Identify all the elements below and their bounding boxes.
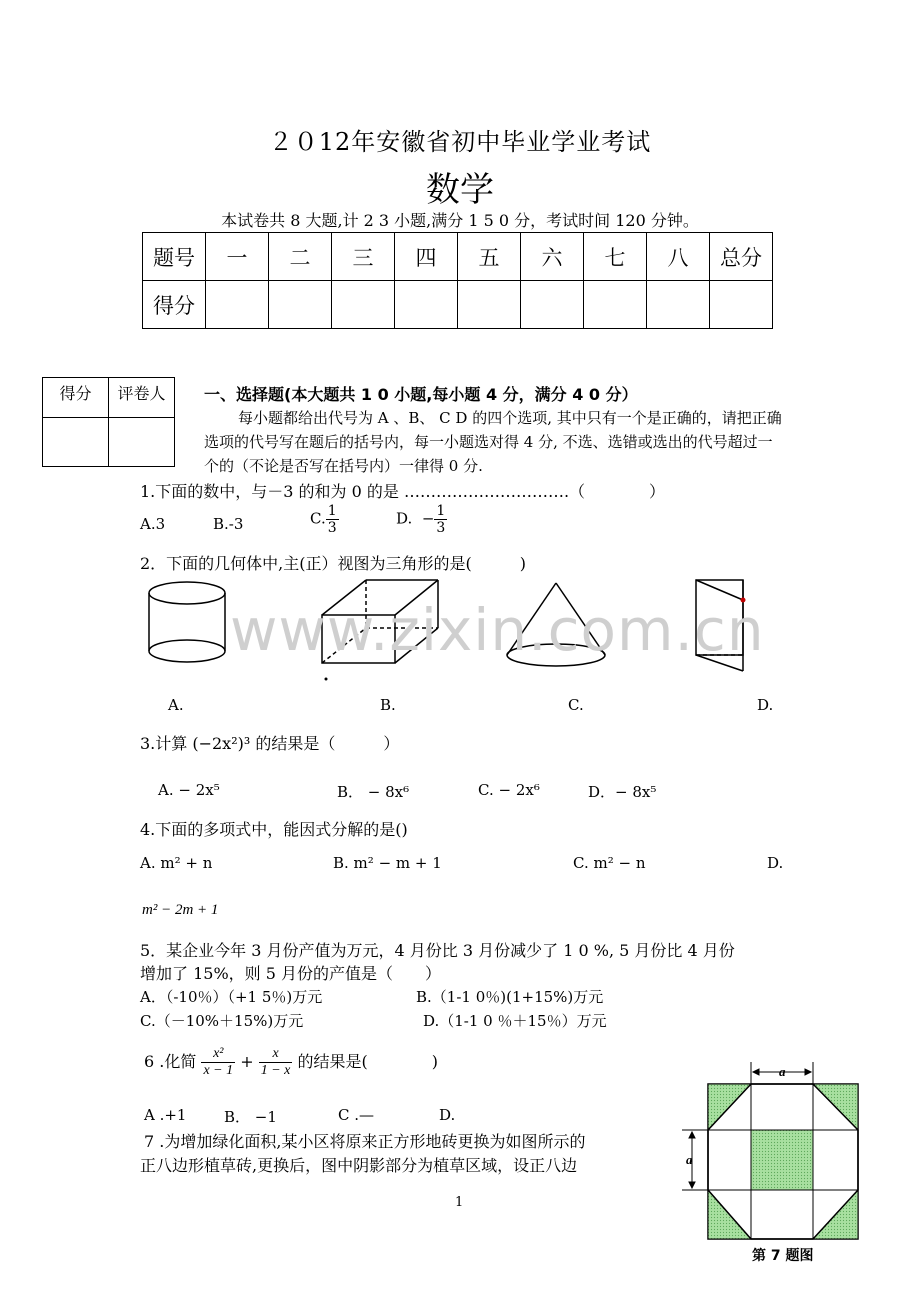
q3-option-c: C. − 2x⁶ [478, 781, 540, 799]
score-cell: 总分 [710, 233, 773, 281]
question-4-stem: 4.下面的多项式中，能因式分解的是() [140, 820, 408, 839]
score-input-cell[interactable] [710, 281, 773, 329]
score-table-header-row [143, 233, 773, 281]
q6-option-c: C .— [338, 1106, 375, 1124]
score-input-cell[interactable] [206, 281, 269, 329]
score-input-cell[interactable] [521, 281, 584, 329]
score-input-cell[interactable] [584, 281, 647, 329]
fraction-numerator: 1 [327, 503, 337, 519]
minus-sign: − [421, 509, 435, 528]
q6-suffix: 的结果是( ) [297, 1052, 438, 1071]
question-7-line2: 正八边形植草砖,更换后，图中阴影部分为植草区域，设正八边 [140, 1156, 578, 1175]
fraction-denominator: 1 − x [260, 1063, 291, 1078]
fraction [201, 1046, 235, 1079]
fraction-denominator: x − 1 [203, 1063, 234, 1078]
q2-label-b: B. [380, 696, 396, 714]
fraction-numerator: x [259, 1046, 293, 1063]
q6-prefix: 6 .化简 [144, 1052, 197, 1071]
fraction-denominator: 3 [436, 520, 446, 536]
cylinder-shape [149, 582, 225, 662]
score-row-label: 得分 [143, 281, 206, 329]
question-1-stem: 1.下面的数中，与－3 的和为 0 的是 ………………………….（ ） [140, 482, 666, 501]
q1-option-c-label: C. [310, 509, 326, 528]
q5-option-a: A．（-10％）（+1 5％)万元 [140, 988, 323, 1006]
score-input-cell[interactable] [647, 281, 710, 329]
figure-7-caption: 第 7 题图 [752, 1248, 814, 1264]
question-3-stem: 3.计算 (−2x²)³ 的结果是（ ） [140, 734, 400, 753]
plus-sign: + [240, 1052, 254, 1071]
fraction [326, 503, 339, 536]
score-cell: 四 [395, 233, 458, 281]
score-cell: 七 [584, 233, 647, 281]
fraction [259, 1046, 293, 1079]
q3-option-a: A. − 2x⁵ [158, 781, 220, 799]
fraction-numerator: 1 [436, 503, 446, 519]
q4-option-d: D. [767, 854, 784, 872]
q1-option-a: A.3 [140, 515, 166, 533]
page-number: 1 [455, 1195, 464, 1210]
score-input-cell[interactable] [458, 281, 521, 329]
q4-option-a: A. m² + n [140, 854, 213, 872]
grader-score-label: 得分 [43, 378, 109, 418]
score-input-cell[interactable] [332, 281, 395, 329]
question-2-stem: 2．下面的几何体中,主(正）视图为三角形的是( ) [140, 554, 526, 573]
subject-title: 数学 [426, 170, 494, 210]
q4-option-c: C. m² − n [573, 854, 646, 872]
score-cell: 六 [521, 233, 584, 281]
q5-option-b: B.（1-1 0％)(1+15%)万元 [416, 988, 604, 1006]
section-description: 每小题都给出代号为 A 、B、 C D 的四个选项, 其中只有一个是正确的，请把正确选项的代号写在题后的括号内，每一小题选对得 4 分, 不选、选错或选出的代号超过一个的（不论是否写在括号内）一律得 0 分. [204, 409, 782, 475]
score-input-cell[interactable] [395, 281, 458, 329]
q6-option-a: A .+1 [144, 1106, 187, 1124]
question-7-line1: 7 .为增加绿化面积,某小区将原来正方形地砖更换为如图所示的 [144, 1132, 586, 1151]
fraction-numerator: x² [201, 1046, 235, 1063]
question-5-stem-line2: 增加了 15%，则 5 月份的产值是（ ） [140, 964, 442, 983]
score-cell: 题号 [143, 233, 206, 281]
score-cell: 八 [647, 233, 710, 281]
score-cell: 一 [206, 233, 269, 281]
q6-option-b: B． −1 [224, 1108, 277, 1126]
figure-7-octagon-tiles [680, 1060, 864, 1242]
q1-option-b: B.-3 [213, 515, 244, 533]
score-table-score-row [143, 281, 773, 329]
question-6-stem [144, 1046, 438, 1079]
fraction [434, 503, 447, 536]
q3-option-d: D．− 8x⁵ [588, 783, 657, 801]
q1-option-d [396, 503, 447, 536]
q4-option-d-expression: m² − 2m + 1 [142, 902, 219, 918]
q1-option-d-label: D. [396, 509, 413, 528]
score-table [142, 232, 773, 329]
grader-name-label: 评卷人 [109, 378, 175, 418]
grader-name-input[interactable] [109, 418, 175, 467]
question-5-stem-line1: 5．某企业今年 3 月份产值为万元，4 月份比 3 月份减少了 1 0 %, 5 月份比 4 月份 [140, 941, 735, 960]
fraction-denominator: 3 [327, 520, 337, 536]
q1-option-c [310, 503, 339, 536]
q2-label-a: A. [168, 696, 184, 714]
q5-option-d: D.（1-1 0 ％＋15％）万元 [423, 1012, 607, 1030]
section-heading: 一、选择题(本大题共 1 0 小题,每小题 4 分，满分 4 0 分） [204, 385, 638, 404]
figure-7-label-a-side: a [686, 1152, 693, 1167]
dot-mark [325, 678, 328, 681]
score-cell: 五 [458, 233, 521, 281]
watermark: www.zixin.com.cn [230, 596, 765, 664]
figure-7-label-a-top: a [779, 1064, 786, 1079]
q2-label-d: D. [757, 696, 774, 714]
score-cell: 二 [269, 233, 332, 281]
q2-label-c: C. [568, 696, 584, 714]
grader-box [42, 377, 175, 467]
q6-option-d: D. [439, 1106, 456, 1124]
exam-title: ２０12年安徽省初中毕业学业考试 [268, 128, 652, 156]
score-cell: 三 [332, 233, 395, 281]
score-input-cell[interactable] [269, 281, 332, 329]
grader-score-input[interactable] [43, 418, 109, 467]
q3-option-b: B． − 8x⁶ [337, 783, 410, 801]
q4-option-b: B. m² − m + 1 [333, 854, 442, 872]
q5-option-c: C.（－10%＋15%)万元 [140, 1012, 304, 1030]
exam-intro: 本试卷共 8 大题,计 2 3 小题,满分 1 5 0 分，考试时间 120 分钟。 [221, 211, 699, 230]
